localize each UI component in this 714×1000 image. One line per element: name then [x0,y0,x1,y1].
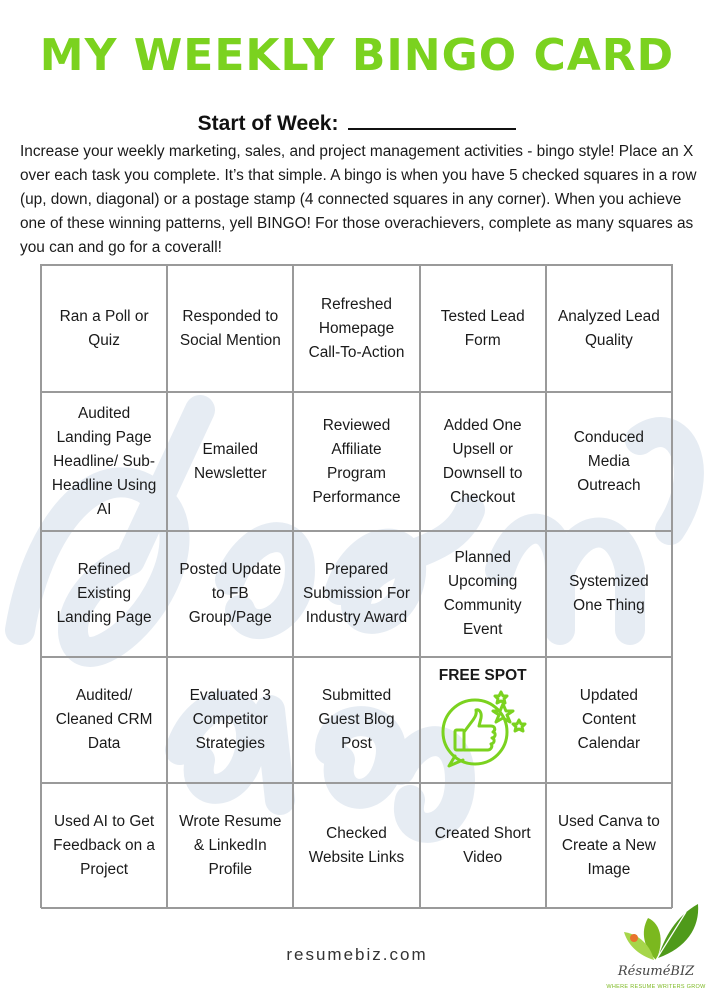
bingo-cell[interactable]: Used AI to Get Feedback on a Project [41,783,167,909]
thumbs-up-stars-icon [433,690,533,768]
bingo-grid [40,264,673,908]
intro-text: Increase your weekly marketing, sales, and project management activities - bingo style! Place an X over each task you complete. It’s that simple. A bingo is when you have 5 checked squares in a row (up, down, diagonal) or a postage stamp (4 connected squares in any corner). When you achieve one of these winning patterns, yell BINGO! For those overachievers, complete as many squares as you can and go for a coverall! [20,143,697,256]
leaf-logo-icon [604,898,708,964]
start-of-week-label: Start of Week: [197,112,339,135]
bingo-cell[interactable]: Planned Upcoming Community Event [420,531,546,657]
bingo-cell[interactable]: Used Canva to Create a New Image [546,783,672,909]
resumebiz-logo [604,898,708,998]
bingo-cell[interactable]: Wrote Resume & LinkedIn Profile [167,783,293,909]
bingo-cell[interactable]: Checked Website Links [293,783,419,909]
bingo-cell[interactable]: Ran a Poll or Quiz [41,265,167,392]
free-spot-label: FREE SPOT [438,667,527,684]
bingo-cell[interactable]: Added One Upsell or Downsell to Checkout [420,392,546,531]
bingo-cell[interactable]: Created Short Video [420,783,546,909]
bingo-cell[interactable]: Submitted Guest Blog Post [293,657,419,783]
bingo-cell[interactable]: Posted Update to FB Group/Page [167,531,293,657]
bingo-cell[interactable]: Systemized One Thing [546,531,672,657]
bingo-cell[interactable]: Conduced Media Outreach [546,392,672,531]
bingo-cell[interactable]: Audited/ Cleaned CRM Data [41,657,167,783]
bingo-cell[interactable]: Analyzed Lead Quality [546,265,672,392]
bingo-cell[interactable]: Emailed Newsletter [167,392,293,531]
logo-tagline: WHERE RESUME WRITERS GROW [606,984,706,990]
bingo-cell[interactable]: Responded to Social Mention [167,265,293,392]
free-spot-cell[interactable] [420,657,546,783]
page-title: MY WEEKLY BINGO CARD [39,30,675,81]
bingo-cell[interactable]: Evaluated 3 Competitor Strategies [167,657,293,783]
bingo-cell[interactable]: Refined Existing Landing Page [41,531,167,657]
footer-url[interactable]: resumebiz.com [286,945,428,964]
bingo-cell[interactable]: Updated Content Calendar [546,657,672,783]
start-of-week [0,110,714,136]
bingo-cell[interactable]: Prepared Submission For Industry Award [293,531,419,657]
start-of-week-blank[interactable] [348,110,516,130]
bingo-cell[interactable]: Reviewed Affiliate Program Performance [293,392,419,531]
bingo-cell[interactable]: Refreshed Homepage Call-To-Action [293,265,419,392]
logo-name: RésuméBIZ [617,964,695,979]
bingo-cell[interactable]: Audited Landing Page Headline/ Sub-Headline Using AI [41,392,167,531]
bingo-cell[interactable]: Tested Lead Form [420,265,546,392]
